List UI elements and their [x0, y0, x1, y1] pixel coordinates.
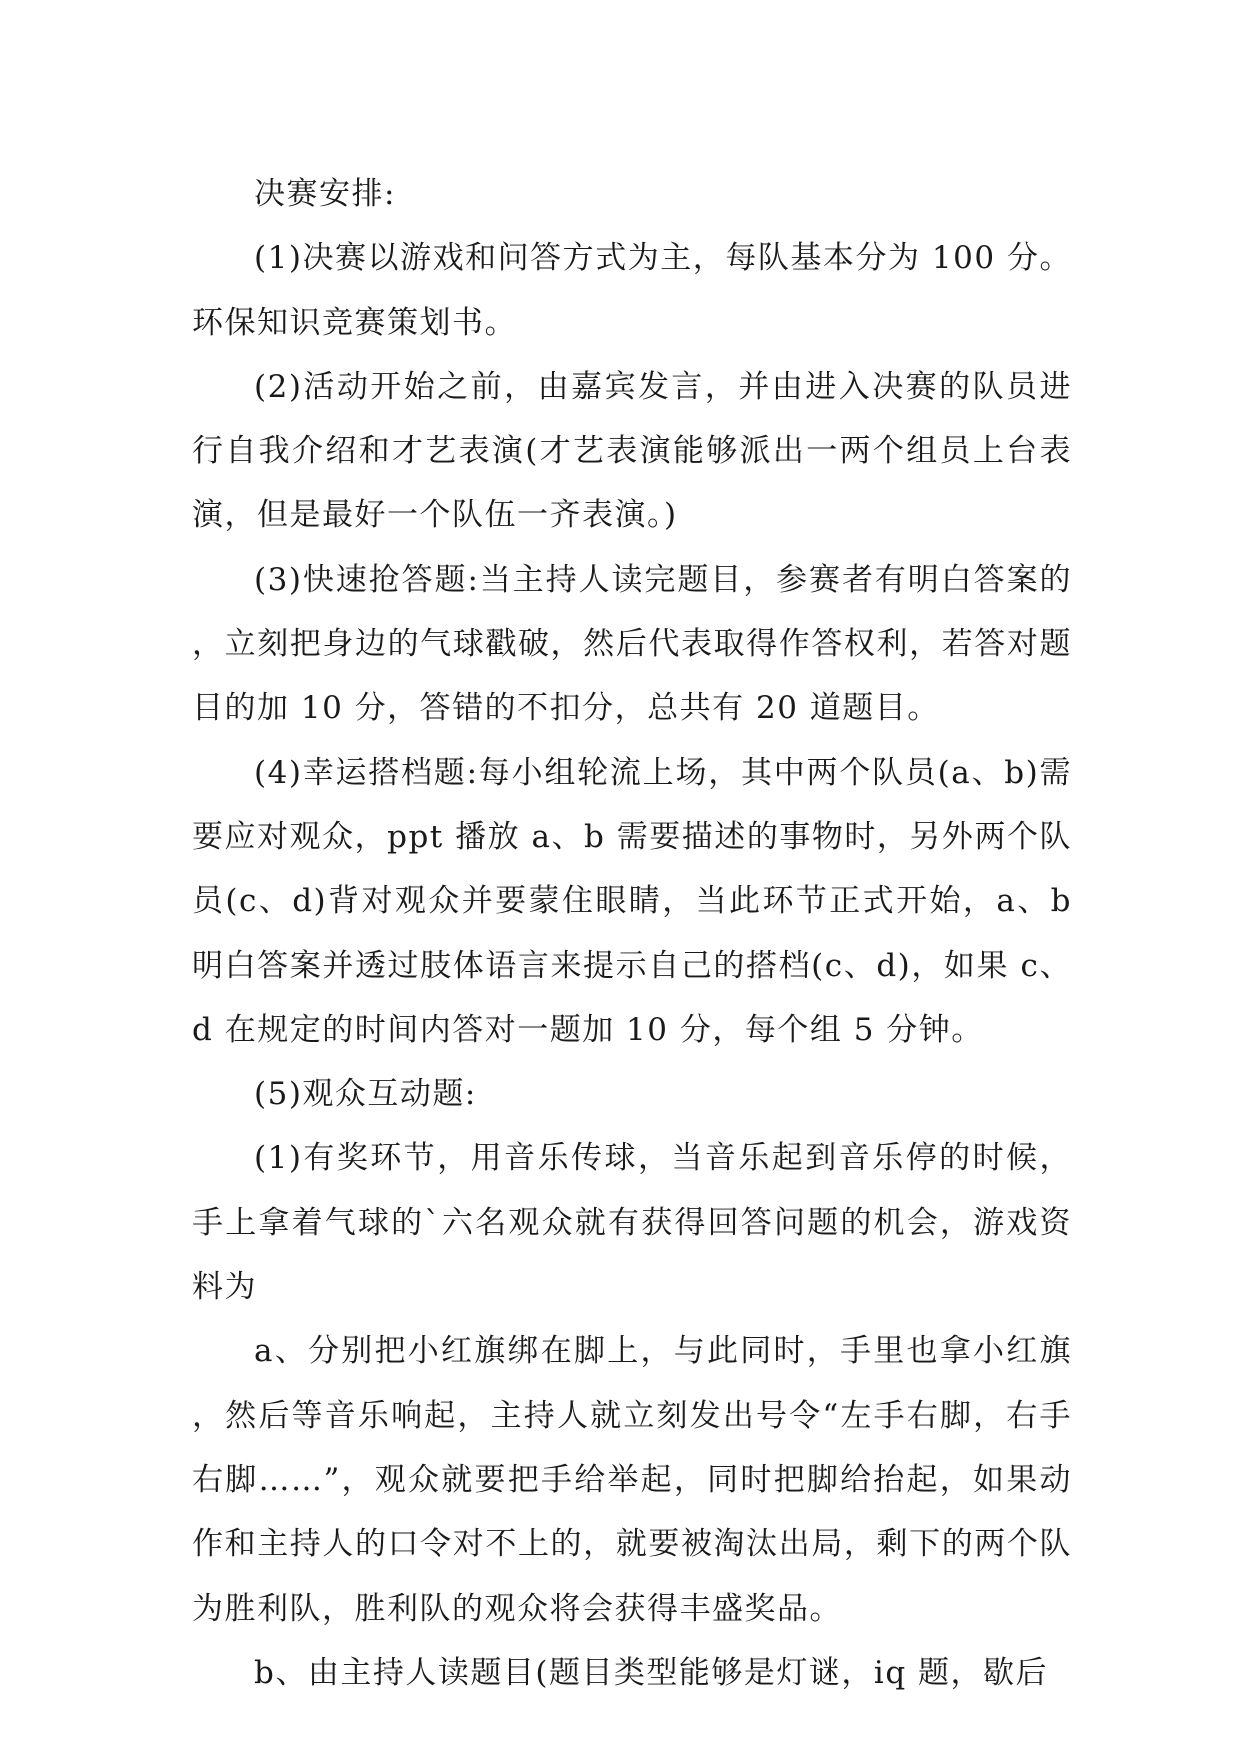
document-body	[192, 162, 1072, 1705]
paragraph-sub-item-b: b、由主持人读题目(题目类型能够是灯谜，iq 题，歇后	[254, 1654, 1049, 1691]
paragraph-item-1: (1)决赛以游戏和问答方式为主，每队基本分为 100 分。环保知识竞赛策划书。	[192, 240, 1072, 341]
paragraph-sub-item-a: a、分别把小红旗绑在脚上，与此同时，手里也拿小红旗，然后等音乐响起，主持人就立刻发出号令“左手右脚，右手右脚……”，观众就要把手给举起，同时把脚给抬起，如果动作和主持人的口令对不上的，就要被淘汰出局，剩下的两个队为胜利队，胜利队的观众将会获得丰盛奖品。	[192, 1333, 1072, 1627]
paragraph-sub-item-1: (1)有奖环节，用音乐传球，当音乐起到音乐停的时候，手上拿着气球的`六名观众就有获得回答问题的机会，游戏资料为	[192, 1140, 1072, 1306]
section-heading-final-arrangement: 决赛安排:	[254, 176, 396, 212]
paragraph-item-3: (3)快速抢答题:当主持人读完题目，参赛者有明白答案的，立刻把身边的气球戳破，然后代表取得作答权利，若答对题目的加 10 分，答错的不扣分，总共有 20 道题目。	[192, 561, 1072, 727]
paragraph-item-2: (2)活动开始之前，由嘉宾发言，并由进入决赛的队员进行自我介绍和才艺表演(才艺表演能够派出一两个组员上台表演，但是最好一个队伍一齐表演。)	[192, 368, 1072, 534]
paragraph-item-5: (5)观众互动题:	[254, 1076, 477, 1113]
paragraph-item-4: (4)幸运搭档题:每小组轮流上场，其中两个队员(a、b)需要应对观众，ppt 播放 a、b 需要描述的事物时，另外两个队员(c、d)背对观众并要蒙住眼睛，当此环节正式开始，a、b 明白答案并透过肢体语言来提示自己的搭档(c、d)，如果 c、d 在规定的时间内答对一题加 10 分，每个组 5 分钟。	[192, 754, 1072, 1048]
